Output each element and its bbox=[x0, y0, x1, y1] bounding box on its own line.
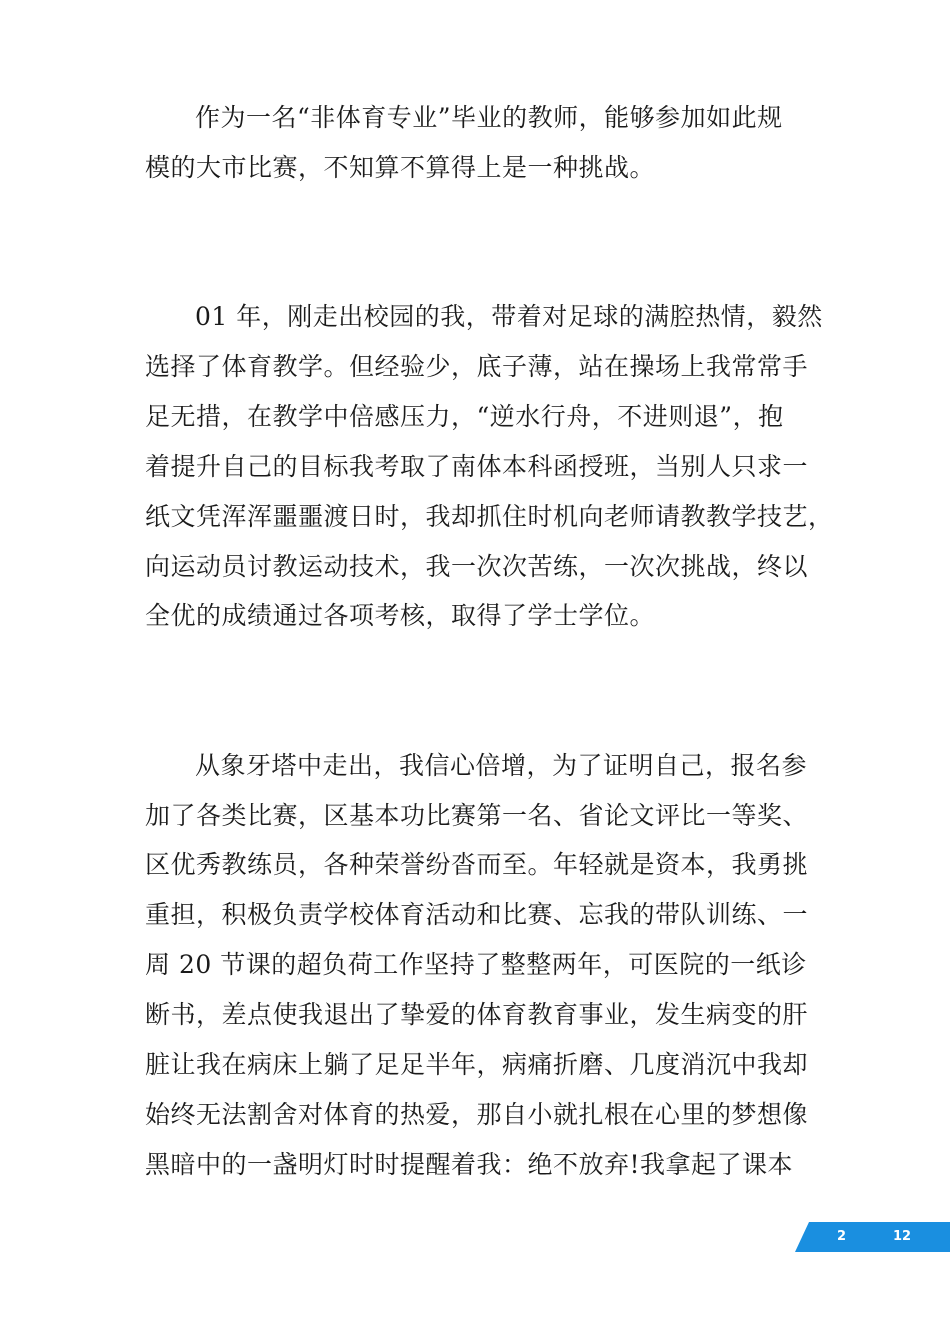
total-pages-number: 12 bbox=[893, 1229, 912, 1244]
page-footer-bar bbox=[795, 1222, 950, 1252]
paragraph-1-line-2: 模的大市比赛，不知算不算得上是一种挑战。 bbox=[145, 153, 656, 182]
paragraph-2-line-1: 01 年，刚走出校园的我，带着对足球的满腔热情，毅然 bbox=[195, 302, 823, 331]
paragraph-2-line-2: 选择了体育教学。但经验少，底子薄，站在操场上我常常手 bbox=[145, 352, 809, 381]
paragraph-2-line-3: 足无措，在教学中倍感压力，“逆水行舟，不进则退”，抱 bbox=[145, 402, 784, 431]
footer-bar-shape bbox=[795, 1222, 950, 1252]
current-page-number: 2 bbox=[837, 1229, 847, 1244]
paragraph-3-line-6: 断书，差点使我退出了挚爱的体育教育事业，发生病变的肝 bbox=[145, 1000, 809, 1029]
paragraph-2-line-6: 向运动员讨教运动技术，我一次次苦练，一次次挑战，终以 bbox=[145, 552, 809, 581]
paragraph-3-line-2: 加了各类比赛，区基本功比赛第一名、省论文评比一等奖、 bbox=[145, 801, 809, 830]
paragraph-2-line-5: 纸文凭浑浑噩噩渡日时，我却抓住时机向老师请教教学技艺， bbox=[145, 502, 834, 531]
paragraph-3-line-3: 区优秀教练员，各种荣誉纷沓而至。年轻就是资本，我勇挑 bbox=[145, 850, 809, 879]
paragraph-3-line-9: 黑暗中的一盏明灯时时提醒着我：绝不放弃!我拿起了课本 bbox=[145, 1150, 794, 1179]
paragraph-2-line-7: 全优的成绩通过各项考核，取得了学士学位。 bbox=[145, 601, 656, 630]
paragraph-2-line-4: 着提升自己的目标我考取了南体本科函授班，当别人只求一 bbox=[145, 452, 809, 481]
paragraph-3-line-7: 脏让我在病床上躺了足足半年，病痛折磨、几度消沉中我却 bbox=[145, 1050, 809, 1079]
paragraph-1-line-1: 作为一名“非体育专业”毕业的教师，能够参加如此规 bbox=[195, 103, 783, 132]
paragraph-3-line-4: 重担，积极负责学校体育活动和比赛、忘我的带队训练、一 bbox=[145, 900, 809, 929]
paragraph-3-line-5: 周 20 节课的超负荷工作坚持了整整两年，可医院的一纸诊 bbox=[145, 950, 807, 979]
paragraph-3-line-8: 始终无法割舍对体育的热爱，那自小就扎根在心里的梦想像 bbox=[145, 1100, 809, 1129]
paragraph-3-line-1: 从象牙塔中走出，我信心倍增，为了证明自己，报名参 bbox=[195, 751, 808, 780]
